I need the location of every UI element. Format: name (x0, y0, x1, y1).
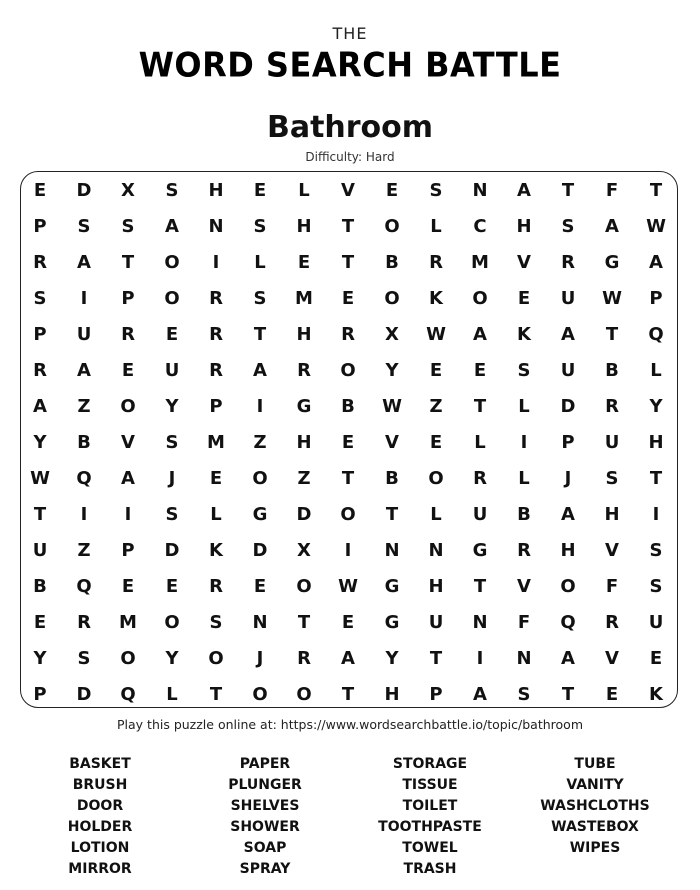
brand-prefix: THE (332, 24, 368, 43)
grid-cell: V (517, 251, 531, 273)
grid-cell: K (429, 287, 443, 309)
grid-cell: O (252, 683, 268, 705)
word-item: TOWEL (402, 840, 458, 856)
grid-cell: A (33, 395, 47, 417)
grid-cell: L (518, 467, 530, 489)
word-item: WIPES (569, 840, 621, 856)
grid-cell: D (252, 539, 268, 561)
grid-cell: E (473, 359, 487, 381)
grid-cell: Y (649, 395, 663, 417)
grid-cell: O (296, 683, 312, 705)
word-item: HOLDER (67, 819, 133, 835)
grid-cell: S (33, 287, 47, 309)
grid-cell: B (517, 503, 531, 525)
grid-cell: H (296, 431, 312, 453)
grid-cell: B (605, 359, 619, 381)
grid-cell: A (121, 467, 135, 489)
grid-cell: L (650, 359, 662, 381)
grid-cell: U (164, 359, 180, 381)
grid-cell: N (472, 179, 488, 201)
grid-cell: R (473, 467, 487, 489)
grid-cell: Q (120, 683, 136, 705)
grid-cell: S (253, 215, 267, 237)
grid-cell: H (648, 431, 664, 453)
grid-cell: X (121, 179, 135, 201)
grid-cell: N (516, 647, 532, 669)
grid-cell: P (429, 683, 443, 705)
grid-cell: Z (297, 467, 311, 489)
grid-cell: T (341, 215, 355, 237)
word-item: WASTEBOX (551, 819, 639, 835)
grid-cell: E (297, 251, 311, 273)
grid-cell: W (602, 287, 622, 309)
word-item: STORAGE (392, 756, 468, 772)
grid-cell: H (296, 215, 312, 237)
grid-cell: W (338, 575, 358, 597)
grid-cell: T (473, 395, 487, 417)
grid-cell: D (560, 395, 576, 417)
grid-cell: E (165, 575, 179, 597)
grid-cell: R (209, 287, 223, 309)
grid-cell: E (341, 431, 355, 453)
grid-cell: M (471, 251, 489, 273)
grid-cell: W (30, 467, 50, 489)
grid-cell: U (76, 323, 92, 345)
grid-cell: A (517, 179, 531, 201)
grid-cell: V (121, 431, 135, 453)
grid-cell: R (297, 647, 311, 669)
grid-cell: R (33, 359, 47, 381)
grid-cell: I (256, 395, 264, 417)
grid-cell: M (295, 287, 313, 309)
grid-cell: E (33, 179, 47, 201)
grid-cell: J (168, 467, 176, 489)
grid-cell: B (33, 575, 47, 597)
grid-cell: K (209, 539, 223, 561)
grid-cell: O (164, 251, 180, 273)
grid-cell: S (253, 287, 267, 309)
word-item: PLUNGER (228, 777, 302, 793)
grid-cell: Y (385, 647, 399, 669)
grid-cell: O (384, 215, 400, 237)
grid-cell: H (560, 539, 576, 561)
grid-cell: F (605, 575, 619, 597)
grid-cell: R (561, 251, 575, 273)
grid-cell: X (297, 539, 311, 561)
grid-cell: E (253, 179, 267, 201)
grid-cell: M (207, 431, 225, 453)
grid-cell: S (165, 179, 179, 201)
grid-cell: X (385, 323, 399, 345)
difficulty-line (0, 150, 700, 164)
grid-cell: A (165, 215, 179, 237)
grid-cell: D (296, 503, 312, 525)
grid-cell: F (517, 611, 531, 633)
grid-cell: R (121, 323, 135, 345)
grid-cell: E (209, 467, 223, 489)
word-item: DOOR (76, 798, 124, 814)
grid-cell: U (32, 539, 48, 561)
grid-cell: T (253, 323, 267, 345)
grid-cell: O (384, 287, 400, 309)
grid-cell: T (649, 179, 663, 201)
grid-cell: E (649, 647, 663, 669)
word-item: LOTION (70, 840, 130, 856)
grid-cell: N (252, 611, 268, 633)
grid-cell: L (430, 503, 442, 525)
grid-cell: S (517, 359, 531, 381)
grid-cell: L (210, 503, 222, 525)
grid-cell: S (165, 431, 179, 453)
grid-cell: H (428, 575, 444, 597)
word-column (345, 754, 515, 880)
word-item: MIRROR (68, 861, 132, 877)
word-item: WASHCLOTHS (540, 798, 650, 814)
grid-cell: T (33, 503, 47, 525)
grid-cell: Q (76, 467, 92, 489)
grid-cell: H (384, 683, 400, 705)
grid-cell: M (119, 611, 137, 633)
online-link-text: Play this puzzle online at: https://www.wordsearchbattle.io/topic/bathroom (117, 717, 583, 732)
grid-cell: R (517, 539, 531, 561)
grid-cell: R (297, 359, 311, 381)
grid-cell: S (517, 683, 531, 705)
grid-cell: U (472, 503, 488, 525)
grid-cell: R (33, 251, 47, 273)
grid-cell: H (208, 179, 224, 201)
grid-cell: B (341, 395, 355, 417)
grid-cell: L (518, 395, 530, 417)
grid-cell: G (384, 611, 400, 633)
grid-cell: R (209, 575, 223, 597)
grid-cell: W (426, 323, 446, 345)
grid-cell: Y (165, 647, 179, 669)
grid-cell: H (604, 503, 620, 525)
grid-cell: S (77, 215, 91, 237)
word-item: SHOWER (230, 819, 300, 835)
grid-cell: C (473, 215, 487, 237)
grid-cell: N (208, 215, 224, 237)
grid-cell: E (33, 611, 47, 633)
grid-cell: L (474, 431, 486, 453)
grid-cell: Y (33, 431, 47, 453)
grid-cell: P (33, 215, 47, 237)
grid-cell: F (605, 179, 619, 201)
grid-cell: G (296, 395, 312, 417)
grid-cell: L (166, 683, 178, 705)
grid-cell: E (517, 287, 531, 309)
word-item: SOAP (243, 840, 287, 856)
grid-cell: Z (429, 395, 443, 417)
grid-cell: L (254, 251, 266, 273)
grid-cell: T (649, 467, 663, 489)
grid-cell: S (209, 611, 223, 633)
grid-cell: Y (33, 647, 47, 669)
grid-cell: O (120, 395, 136, 417)
grid-cell: S (77, 647, 91, 669)
grid-cell: A (649, 251, 663, 273)
grid-cell: B (385, 251, 399, 273)
word-item: SHELVES (230, 798, 300, 814)
grid-cell: I (80, 503, 88, 525)
grid-cell: E (385, 179, 399, 201)
grid-cell: P (121, 287, 135, 309)
word-column (510, 754, 680, 859)
grid-cell: O (164, 287, 180, 309)
grid-cell: P (209, 395, 223, 417)
grid-cell: A (561, 503, 575, 525)
grid-cell: Z (77, 539, 91, 561)
grid-cell: T (209, 683, 223, 705)
grid-cell: Q (76, 575, 92, 597)
grid-cell: E (429, 431, 443, 453)
grid-cell: T (473, 575, 487, 597)
grid-cell: I (124, 503, 132, 525)
grid-cell: P (649, 287, 663, 309)
grid-cell: O (340, 359, 356, 381)
grid-cell: B (77, 431, 91, 453)
grid-cell: N (428, 539, 444, 561)
grid-cell: A (77, 251, 91, 273)
word-list (0, 754, 700, 884)
grid-cell: V (385, 431, 399, 453)
grid-cell: T (341, 467, 355, 489)
grid-cell: E (253, 575, 267, 597)
word-item: VANITY (566, 777, 624, 793)
word-column (15, 754, 185, 880)
grid-cell: O (472, 287, 488, 309)
grid-cell: R (341, 323, 355, 345)
grid-cell: J (564, 467, 572, 489)
grid-cell: W (646, 215, 666, 237)
grid-cell: G (472, 539, 488, 561)
grid-cell: V (605, 539, 619, 561)
grid-cell: N (472, 611, 488, 633)
grid-cell: K (517, 323, 531, 345)
grid-cell: P (33, 683, 47, 705)
grid-cell: R (77, 611, 91, 633)
grid-cell: G (384, 575, 400, 597)
grid-cell: S (165, 503, 179, 525)
grid-cell: R (605, 611, 619, 633)
word-item: BASKET (69, 756, 131, 772)
grid-cell: A (605, 215, 619, 237)
grid-cell: A (561, 647, 575, 669)
grid-cell: S (561, 215, 575, 237)
grid-cell: S (605, 467, 619, 489)
grid-cell: E (121, 575, 135, 597)
grid-cell: T (341, 251, 355, 273)
grid-cell: Q (648, 323, 664, 345)
word-column (180, 754, 350, 880)
grid-cell: O (428, 467, 444, 489)
grid-cell: T (385, 503, 399, 525)
difficulty-value: Hard (365, 150, 395, 164)
grid-cell: P (561, 431, 575, 453)
grid-cell: O (296, 575, 312, 597)
grid-cell: W (382, 395, 402, 417)
word-item: PAPER (239, 756, 291, 772)
word-item: BRUSH (72, 777, 128, 793)
grid-cell: L (430, 215, 442, 237)
grid-cell: T (605, 323, 619, 345)
grid-cell: T (297, 611, 311, 633)
grid-cell: Y (165, 395, 179, 417)
grid-cell: P (121, 539, 135, 561)
grid-cell: I (212, 251, 220, 273)
word-item: TOILET (402, 798, 458, 814)
grid-cell: N (384, 539, 400, 561)
grid-cell: E (341, 287, 355, 309)
grid-cell: I (520, 431, 528, 453)
grid-cell: V (605, 647, 619, 669)
word-item: TOOTHPASTE (378, 819, 482, 835)
grid-cell: O (340, 503, 356, 525)
word-item: TUBE (574, 756, 616, 772)
grid-cell: O (164, 611, 180, 633)
grid-cell: S (121, 215, 135, 237)
grid-cell: U (428, 611, 444, 633)
grid-cell: B (385, 467, 399, 489)
grid-cell: L (298, 179, 310, 201)
grid-cell: T (341, 683, 355, 705)
grid-cell: U (560, 359, 576, 381)
grid-cell: R (209, 323, 223, 345)
grid-cell: E (341, 611, 355, 633)
grid-cell: U (648, 611, 664, 633)
grid-cell: O (120, 647, 136, 669)
grid-cell: T (429, 647, 443, 669)
grid-cell: T (561, 683, 575, 705)
grid-cell: G (604, 251, 620, 273)
grid-cell: H (516, 215, 532, 237)
grid-cell: A (77, 359, 91, 381)
grid-cell: D (164, 539, 180, 561)
word-item: TISSUE (402, 777, 458, 793)
grid-cell: D (76, 683, 92, 705)
grid-cell: I (344, 539, 352, 561)
word-item: TRASH (403, 861, 457, 877)
grid-cell: S (429, 179, 443, 201)
letter-grid (18, 172, 678, 712)
grid-cell: V (517, 575, 531, 597)
grid-cell: O (560, 575, 576, 597)
grid-cell: A (253, 359, 267, 381)
grid-cell: Y (385, 359, 399, 381)
grid-cell: S (649, 539, 663, 561)
grid-cell: E (165, 323, 179, 345)
grid-cell: U (560, 287, 576, 309)
puzzle-title: Bathroom (266, 110, 434, 145)
difficulty-label: Difficulty: (305, 150, 363, 164)
grid-cell: U (604, 431, 620, 453)
grid-cell: I (652, 503, 660, 525)
grid-cell: A (561, 323, 575, 345)
grid-cell: J (256, 647, 264, 669)
grid-cell: Z (253, 431, 267, 453)
grid-cell: O (208, 647, 224, 669)
grid-cell: K (649, 683, 663, 705)
word-item: SPRAY (239, 861, 291, 877)
grid-cell: E (429, 359, 443, 381)
grid-cell: A (473, 323, 487, 345)
grid-cell: P (33, 323, 47, 345)
brand-logo: WORD SEARCH BATTLE (138, 45, 562, 85)
grid-cell: R (605, 395, 619, 417)
grid-cell: S (649, 575, 663, 597)
grid-cell: T (121, 251, 135, 273)
grid-cell: R (209, 359, 223, 381)
grid-cell: A (473, 683, 487, 705)
grid-cell: Z (77, 395, 91, 417)
grid-cell: E (605, 683, 619, 705)
grid-cell: I (80, 287, 88, 309)
grid-cell: Q (560, 611, 576, 633)
grid-cell: D (76, 179, 92, 201)
grid-cell: T (561, 179, 575, 201)
grid-cell: A (341, 647, 355, 669)
grid-cell: E (121, 359, 135, 381)
grid-cell: G (252, 503, 268, 525)
grid-cell: V (341, 179, 355, 201)
grid-cell: I (476, 647, 484, 669)
grid-cell: O (252, 467, 268, 489)
grid-cell: R (429, 251, 443, 273)
grid-cell: H (296, 323, 312, 345)
